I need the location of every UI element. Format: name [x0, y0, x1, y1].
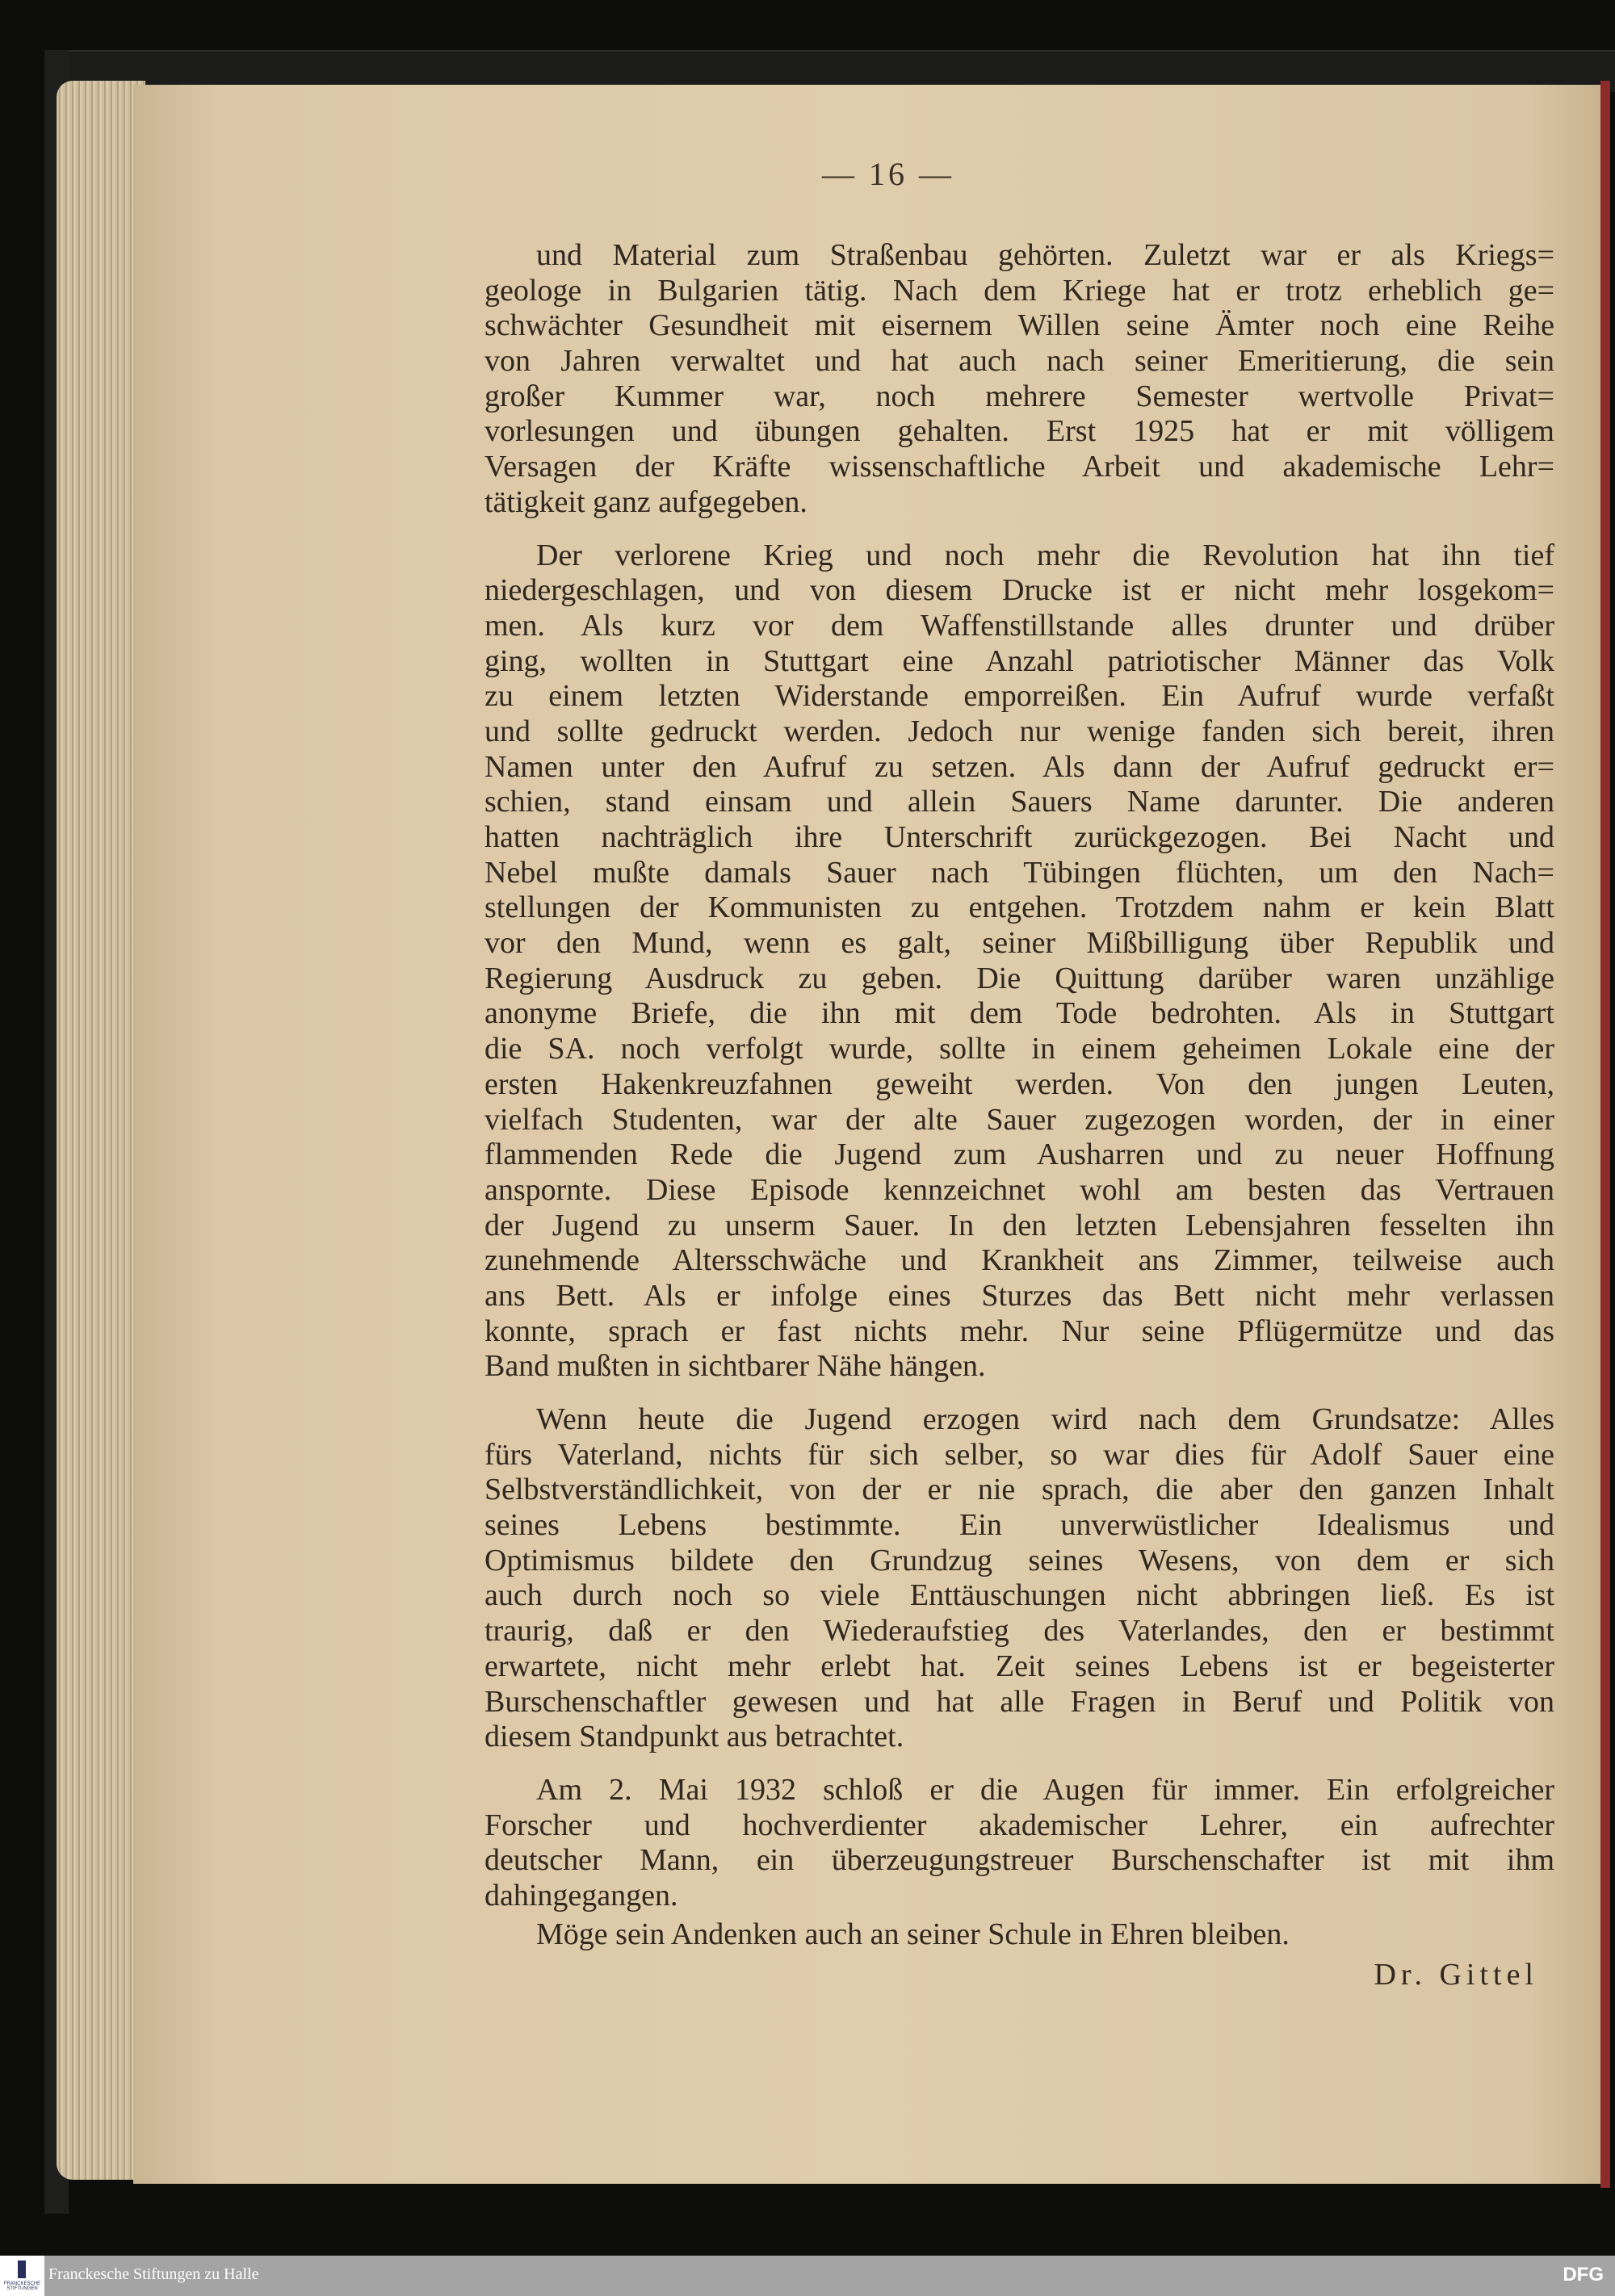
text-line: ging, wollten in Stuttgart eine Anzahl patriotischer Männer das Volk	[484, 643, 1554, 678]
text-line: Der verlorene Krieg und noch mehr die Revolution hat ihn tief	[536, 538, 1554, 572]
page-edges	[57, 81, 145, 2180]
text-line: men. Als kurz vor dem Waffenstillstande alles drunter und drüber	[484, 608, 1554, 643]
text-line: von Jahren verwaltet und hat auch nach seiner Emeritierung, die sein	[484, 344, 1554, 379]
text-line: die SA. noch verfolgt wurde, sollte in einem geheimen Lokale eine der	[484, 1032, 1554, 1066]
text-line: flammenden Rede die Jugend zum Ausharren und zu neuer Hoffnung	[484, 1138, 1554, 1172]
text-line: Namen unter den Aufruf zu setzen. Als dann der Aufruf gedruckt er=	[484, 749, 1554, 784]
text-line: schwächter Gesundheit mit eisernem Willen seine Ämter noch eine Reihe	[484, 308, 1554, 343]
paragraph	[484, 1917, 1554, 1953]
text-line: und sollte gedruckt werden. Jedoch nur wenige fanden sich bereit, ihren	[484, 714, 1554, 748]
text-line: dahingegangen.	[484, 1878, 678, 1913]
text-line: Selbstverständlichkeit, von der er nie sprach, die aber den ganzen Inhalt	[484, 1473, 1554, 1507]
text-line: Wenn heute die Jugend erzogen wird nach dem Grundsatze: Alles	[536, 1402, 1554, 1436]
text-line: Band mußten in sichtbarer Nähe hängen.	[484, 1349, 986, 1384]
text-line: diesem Standpunkt aus betrachtet.	[484, 1720, 904, 1754]
text-line: Optimismus bildete den Grundzug seines Wesens, von dem er sich	[484, 1543, 1554, 1577]
text-line: tätigkeit ganz aufgegeben.	[484, 484, 808, 519]
text-line: fürs Vaterland, nichts für sich selber, so war dies für Adolf Sauer eine	[484, 1437, 1554, 1472]
text-line: zunehmende Altersschwäche und Krankheit ans Zimmer, teilweise auch	[484, 1243, 1554, 1278]
text-line: erwartete, nicht mehr erlebt hat. Zeit seines Lebens ist er begeisterter	[484, 1649, 1554, 1683]
paragraph	[484, 1402, 1554, 1755]
text-line: großer Kummer war, noch mehrere Semester wertvolle Privat=	[484, 379, 1554, 413]
text-line: Am 2. Mai 1932 schloß er die Augen für immer. Ein erfolgreicher	[536, 1772, 1554, 1807]
text-line: Möge sein Andenken auch an seiner Schule in Ehren bleiben.	[536, 1917, 1290, 1951]
text-line: konnte, sprach er fast nichts mehr. Nur seine Pflügermütze und das	[484, 1313, 1554, 1348]
text-line: traurig, daß er den Wiederaufstieg des Vaterlandes, den er bestimmt	[484, 1614, 1554, 1649]
footer-bar	[0, 2256, 1615, 2296]
text-line: schien, stand einsam und allein Sauers Name darunter. Die anderen	[484, 785, 1554, 819]
text-line: ersten Hakenkreuzfahnen geweiht werden. Von den jungen Leuten,	[484, 1066, 1554, 1101]
text-line: vielfach Studenten, war der alte Sauer zugezogen worden, der in einer	[484, 1102, 1554, 1137]
institution-logo[interactable]	[0, 2256, 44, 2296]
body-text	[484, 238, 1554, 1992]
text-line: vorlesungen und übungen gehalten. Erst 1925 hat er mit völligem	[484, 414, 1554, 449]
text-line: Burschenschaftler gewesen und hat alle Fragen in Beruf und Politik von	[484, 1684, 1554, 1719]
text-line: anspornte. Diese Episode kennzeichnet wohl am besten das Vertrauen	[484, 1172, 1554, 1207]
text-line: geologe in Bulgarien tätig. Nach dem Kriege hat er trotz erheblich ge=	[484, 273, 1554, 308]
statue-icon	[18, 2260, 26, 2278]
text-line: Forscher und hochverdienter akademischer Lehrer, ein aufrechter	[484, 1808, 1554, 1842]
text-line: deutscher Mann, ein überzeugungstreuer Burschenschafter ist mit ihm	[484, 1843, 1554, 1878]
paragraph	[484, 538, 1554, 1385]
text-line: zu einem letzten Widerstande emporreißen. Ein Aufruf wurde verfaßt	[484, 679, 1554, 714]
text-line: auch durch noch so viele Enttäuschungen nicht abbringen ließ. Es ist	[484, 1578, 1554, 1613]
page-number: — 16 —	[822, 156, 954, 192]
text-line: vor den Mund, wenn es galt, seiner Mißbilligung über Republik und	[484, 926, 1554, 961]
red-bookmark-edge	[1600, 81, 1610, 2188]
text-line: ans Bett. Als er infolge eines Sturzes das Bett nicht mehr verlassen	[484, 1278, 1554, 1313]
dfg-logo: DFG	[1563, 2264, 1604, 2286]
institution-name: Franckesche Stiftungen zu Halle	[48, 2265, 259, 2283]
text-line: stellungen der Kommunisten zu entgehen. Trotzdem nahm er kein Blatt	[484, 890, 1554, 925]
logo-caption: FRANCKESCHE STIFTUNGEN	[3, 2281, 41, 2291]
text-line: seines Lebens bestimmte. Ein unverwüstlicher Idealismus und	[484, 1508, 1554, 1543]
text-line: Regierung Ausdruck zu geben. Die Quittung darüber waren unzählige	[484, 961, 1554, 995]
text-line: und Material zum Straßenbau gehörten. Zuletzt war er als Kriegs=	[536, 238, 1554, 272]
paragraph	[484, 238, 1554, 521]
text-line: Versagen der Kräfte wissenschaftliche Arbeit und akademische Lehr=	[484, 450, 1554, 484]
text-line: hatten nachträglich ihre Unterschrift zurückgezogen. Bei Nacht und	[484, 820, 1554, 854]
text-line: der Jugend zu unserm Sauer. In den letzten Lebensjahren fesselten ihn	[484, 1208, 1554, 1242]
text-line: Nebel mußte damals Sauer nach Tübingen flüchten, um den Nach=	[484, 855, 1554, 890]
text-line: anonyme Briefe, die ihn mit dem Tode bedrohten. Als in Stuttgart	[484, 996, 1554, 1031]
author-signature: Dr. Gittel	[1374, 1958, 1538, 1992]
paragraph	[484, 1773, 1554, 1914]
text-line: niedergeschlagen, und von diesem Drucke ist er nicht mehr losgekom=	[484, 573, 1554, 608]
